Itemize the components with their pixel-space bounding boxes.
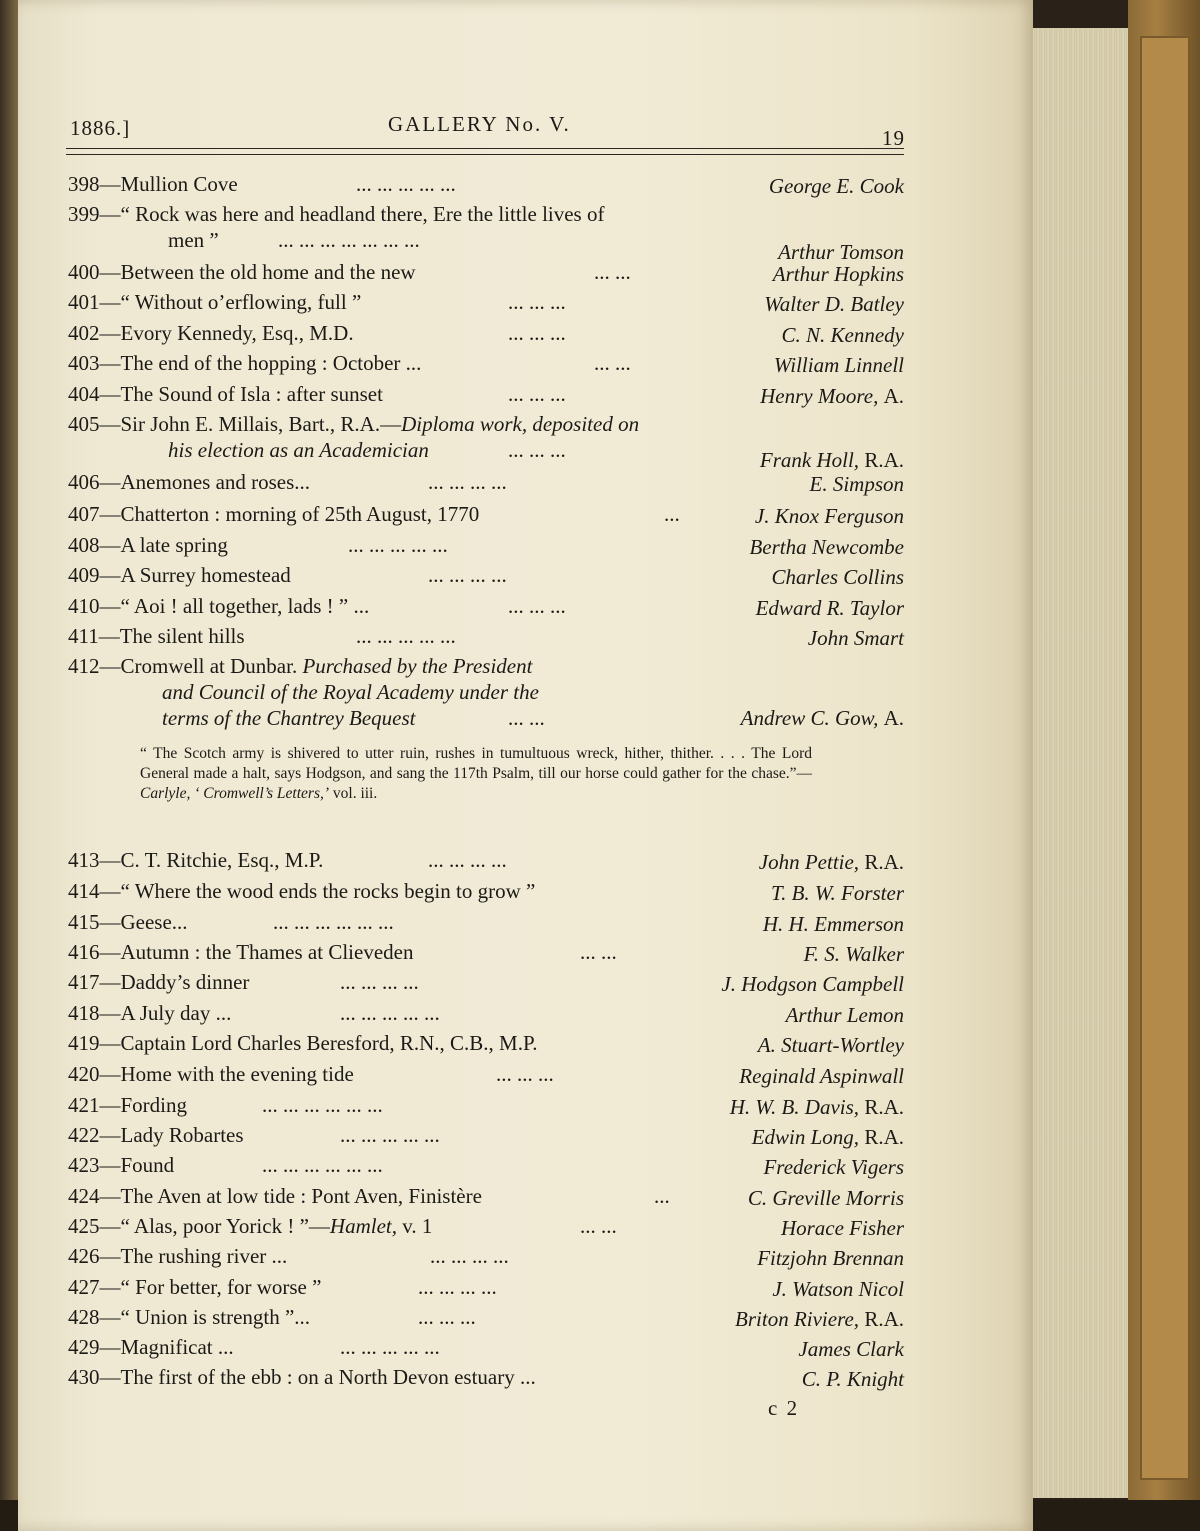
entry-text: 429—Magnificat ... bbox=[68, 1335, 234, 1359]
entry-artist: Bertha Newcombe bbox=[749, 535, 904, 559]
leader-dots: ... ... bbox=[594, 260, 631, 284]
entry-text: 408—A late spring bbox=[68, 533, 228, 557]
header-rule bbox=[66, 148, 904, 155]
entry-artist: Arthur Tomson bbox=[778, 240, 904, 264]
catalogue-entry bbox=[68, 1123, 904, 1153]
leader-dots: ... bbox=[664, 502, 680, 526]
catalogue-entry bbox=[68, 940, 904, 970]
entry-artist: William Linnell bbox=[773, 353, 904, 377]
leader-dots: ... ... ... bbox=[508, 438, 566, 462]
leader-dots: ... ... ... ... ... bbox=[340, 1123, 440, 1147]
leader-dots: ... ... bbox=[580, 1214, 617, 1238]
entry-text: 428—“ Union is strength ”... bbox=[68, 1305, 311, 1329]
catalogue-entry bbox=[68, 879, 904, 909]
entry-text: 407—Chatterton : morning of 25th August, 1770 bbox=[68, 502, 480, 526]
entry-continuation: terms of the Chantrey Bequest ... ... Andrew C. Gow, A. bbox=[162, 706, 904, 730]
entry-text: 414—“ Where the wood ends the rocks begin to grow ” bbox=[68, 879, 536, 903]
entry-text: 415—Geese... bbox=[68, 910, 188, 934]
entry-artist: Arthur Hopkins bbox=[772, 262, 904, 286]
leader-dots: ... ... ... ... bbox=[430, 1244, 509, 1268]
entry-artist: C. P. Knight bbox=[801, 1367, 904, 1391]
entry-artist: Fitzjohn Brennan bbox=[757, 1246, 904, 1270]
leader-dots: ... ... ... ... ... bbox=[356, 172, 456, 196]
entry-text: 411—The silent hills bbox=[68, 624, 245, 648]
entry-text: 403—The end of the hopping : October ... bbox=[68, 351, 422, 375]
entry-artist: Edward R. Taylor bbox=[755, 596, 904, 620]
leader-dots: ... ... bbox=[508, 706, 545, 730]
catalogue-entry bbox=[68, 563, 904, 593]
leader-dots: ... ... ... ... bbox=[428, 848, 507, 872]
entry-text: 410—“ Aoi ! all together, lads ! ” ... bbox=[68, 594, 370, 618]
entry-text: 430—The first of the ebb : on a North Devon estuary ... bbox=[68, 1365, 536, 1389]
catalogue-entry bbox=[68, 594, 904, 624]
leader-dots: ... ... ... ... ... ... bbox=[262, 1093, 383, 1117]
catalogue-entry bbox=[68, 1305, 904, 1335]
entry-artist: C. Greville Morris bbox=[747, 1186, 904, 1210]
catalogue-entry bbox=[68, 502, 904, 532]
leader-dots: ... ... ... ... ... ... ... bbox=[278, 228, 420, 252]
entry-continuation: men ” ... ... ... ... ... ... ... Arthur Tomson bbox=[168, 228, 904, 264]
leader-dots: ... ... ... ... bbox=[428, 563, 507, 587]
entry-text: 399—“ Rock was here and headland there, Ere the little lives of bbox=[68, 202, 605, 226]
entry-artist: Horace Fisher bbox=[780, 1216, 904, 1240]
catalogue-entry bbox=[68, 1093, 904, 1123]
entry-text: 400—Between the old home and the new bbox=[68, 260, 416, 284]
entry-artist: F. S. Walker bbox=[803, 942, 904, 966]
entry-artist: Edwin Long, R.A. bbox=[751, 1125, 904, 1149]
catalogue-entry bbox=[68, 848, 904, 878]
catalogue-entry bbox=[68, 1062, 904, 1092]
entry-artist: A. Stuart-Wortley bbox=[757, 1033, 904, 1057]
leader-dots: ... ... ... bbox=[418, 1305, 476, 1329]
entry-text: 420—Home with the evening tide bbox=[68, 1062, 354, 1086]
catalogue-entry bbox=[68, 1335, 904, 1365]
leader-dots: ... ... ... ... bbox=[428, 470, 507, 494]
entry-artist: Henry Moore, A. bbox=[760, 384, 904, 408]
entry-text: 401—“ Without o’erflowing, full ” bbox=[68, 290, 362, 314]
leader-dots: ... ... ... ... ... ... bbox=[273, 910, 394, 934]
entry-artist: J. Knox Ferguson bbox=[754, 504, 904, 528]
entry-artist: T. B. W. Forster bbox=[770, 881, 904, 905]
catalogue-entry bbox=[68, 260, 904, 290]
catalogue-entry bbox=[68, 1365, 904, 1395]
leader-dots: ... ... bbox=[594, 351, 631, 375]
catalogue-entry bbox=[68, 1153, 904, 1183]
entry-text: 416—Autumn : the Thames at Clieveden bbox=[68, 940, 414, 964]
entry-artist: James Clark bbox=[798, 1337, 904, 1361]
entry-continuation: and Council of the Royal Academy under the bbox=[162, 680, 539, 704]
catalogue-entry bbox=[68, 321, 904, 351]
entry-text: 409—A Surrey homestead bbox=[68, 563, 291, 587]
leader-dots: ... ... ... bbox=[508, 321, 566, 345]
catalogue-entry bbox=[68, 470, 904, 500]
entry-text: 417—Daddy’s dinner bbox=[68, 970, 250, 994]
entry-artist: Walter D. Batley bbox=[764, 292, 904, 316]
leader-dots: ... ... ... bbox=[508, 290, 566, 314]
entry-artist: C. N. Kennedy bbox=[781, 323, 904, 347]
entry-text: 413—C. T. Ritchie, Esq., M.P. bbox=[68, 848, 324, 872]
catalogue-entry bbox=[68, 1214, 904, 1244]
catalogue-entry bbox=[68, 910, 904, 940]
entry-text: 405—Sir John E. Millais, Bart., R.A.—Diploma work, deposited on bbox=[68, 412, 640, 436]
entry-text: 424—The Aven at low tide : Pont Aven, Finistère bbox=[68, 1184, 482, 1208]
entry-artist: Reginald Aspinwall bbox=[739, 1064, 904, 1088]
entry-artist: H. W. B. Davis, R.A. bbox=[729, 1095, 904, 1119]
entry-text: 422—Lady Robartes bbox=[68, 1123, 244, 1147]
leader-dots: ... ... ... ... ... ... bbox=[262, 1153, 383, 1177]
entry-text: 406—Anemones and roses... bbox=[68, 470, 311, 494]
leader-dots: ... ... ... bbox=[508, 594, 566, 618]
entry-artist: John Smart bbox=[807, 626, 904, 650]
leader-dots: ... ... ... ... ... bbox=[356, 624, 456, 648]
entry-artist: George E. Cook bbox=[768, 174, 904, 198]
catalogue-entry bbox=[68, 290, 904, 320]
signature-mark: c 2 bbox=[768, 1396, 800, 1420]
running-header bbox=[70, 108, 905, 148]
leader-dots: ... bbox=[654, 1184, 670, 1208]
catalogue-entry bbox=[68, 1184, 904, 1214]
entry-artist: Briton Riviere, R.A. bbox=[735, 1307, 904, 1331]
page-fore-edge bbox=[1020, 28, 1140, 1498]
catalogue-entry bbox=[68, 970, 904, 1000]
entry-text: 404—The Sound of Isla : after sunset bbox=[68, 382, 383, 406]
leader-dots: ... ... ... ... ... bbox=[340, 1335, 440, 1359]
book-cover-panel bbox=[1140, 36, 1190, 1480]
leader-dots: ... ... ... ... bbox=[340, 970, 419, 994]
catalogue-entry bbox=[68, 624, 904, 654]
leader-dots: ... ... bbox=[580, 940, 617, 964]
entry-artist: J. Hodgson Campbell bbox=[721, 972, 904, 996]
entry-continuation: his election as an Academician ... ... ... Frank Holl, R.A. bbox=[168, 438, 904, 472]
entry-artist: Charles Collins bbox=[771, 565, 904, 589]
catalogue-entry bbox=[68, 351, 904, 381]
leader-dots: ... ... ... ... ... bbox=[340, 1001, 440, 1025]
catalogue-entry bbox=[68, 533, 904, 563]
catalogue-entry bbox=[68, 1031, 904, 1061]
entry-artist: J. Watson Nicol bbox=[772, 1277, 904, 1301]
entry-text: 426—The rushing river ... bbox=[68, 1244, 288, 1268]
leader-dots: ... ... ... ... ... bbox=[348, 533, 448, 557]
entry-text: 427—“ For better, for worse ” bbox=[68, 1275, 322, 1299]
catalogue-entry bbox=[68, 1244, 904, 1274]
entry-text: 425—“ Alas, poor Yorick ! ”—Hamlet, v. 1 bbox=[68, 1214, 433, 1238]
header-title: GALLERY No. V. bbox=[388, 112, 571, 136]
catalogue-entry bbox=[68, 382, 904, 412]
carlyle-quote: “ The Scotch army is shivered to utter ruin, rushes in tumultuous wreck, hither, thither. . . . The Lord General made a halt, says Hodgson, and sang the 117th Psalm, till our horse could gather for the chase.”—Carlyle, ‘ Cromwell’s Letters,’ vol. iii. bbox=[140, 745, 812, 802]
entry-text: 423—Found bbox=[68, 1153, 175, 1177]
entry-text: 419—Captain Lord Charles Beresford, R.N., C.B., M.P. bbox=[68, 1031, 538, 1055]
leader-dots: ... ... ... bbox=[496, 1062, 554, 1086]
entry-text: 421—Fording bbox=[68, 1093, 188, 1117]
leader-dots: ... ... ... ... bbox=[418, 1275, 497, 1299]
entry-artist: John Pettie, R.A. bbox=[758, 850, 904, 874]
entry-artist: E. Simpson bbox=[809, 472, 904, 496]
entry-artist: Andrew C. Gow, A. bbox=[740, 706, 904, 730]
entry-text: 402—Evory Kennedy, Esq., M.D. bbox=[68, 321, 354, 345]
catalogue-entry bbox=[68, 172, 904, 202]
entry-artist: H. H. Emmerson bbox=[762, 912, 904, 936]
entry-text: 418—A July day ... bbox=[68, 1001, 232, 1025]
page-number: 19 bbox=[882, 126, 905, 150]
catalogue-entry bbox=[68, 1275, 904, 1305]
entry-artist: Arthur Lemon bbox=[785, 1003, 904, 1027]
leader-dots: ... ... ... bbox=[508, 382, 566, 406]
entry-text: 398—Mullion Cove bbox=[68, 172, 238, 196]
catalogue-entry bbox=[68, 1001, 904, 1031]
entry-artist: Frederick Vigers bbox=[763, 1155, 904, 1179]
entry-artist: Frank Holl, R.A. bbox=[759, 448, 904, 472]
entry-text: 412—Cromwell at Dunbar. Purchased by the President bbox=[68, 654, 533, 678]
header-year: 1886.] bbox=[70, 116, 131, 140]
